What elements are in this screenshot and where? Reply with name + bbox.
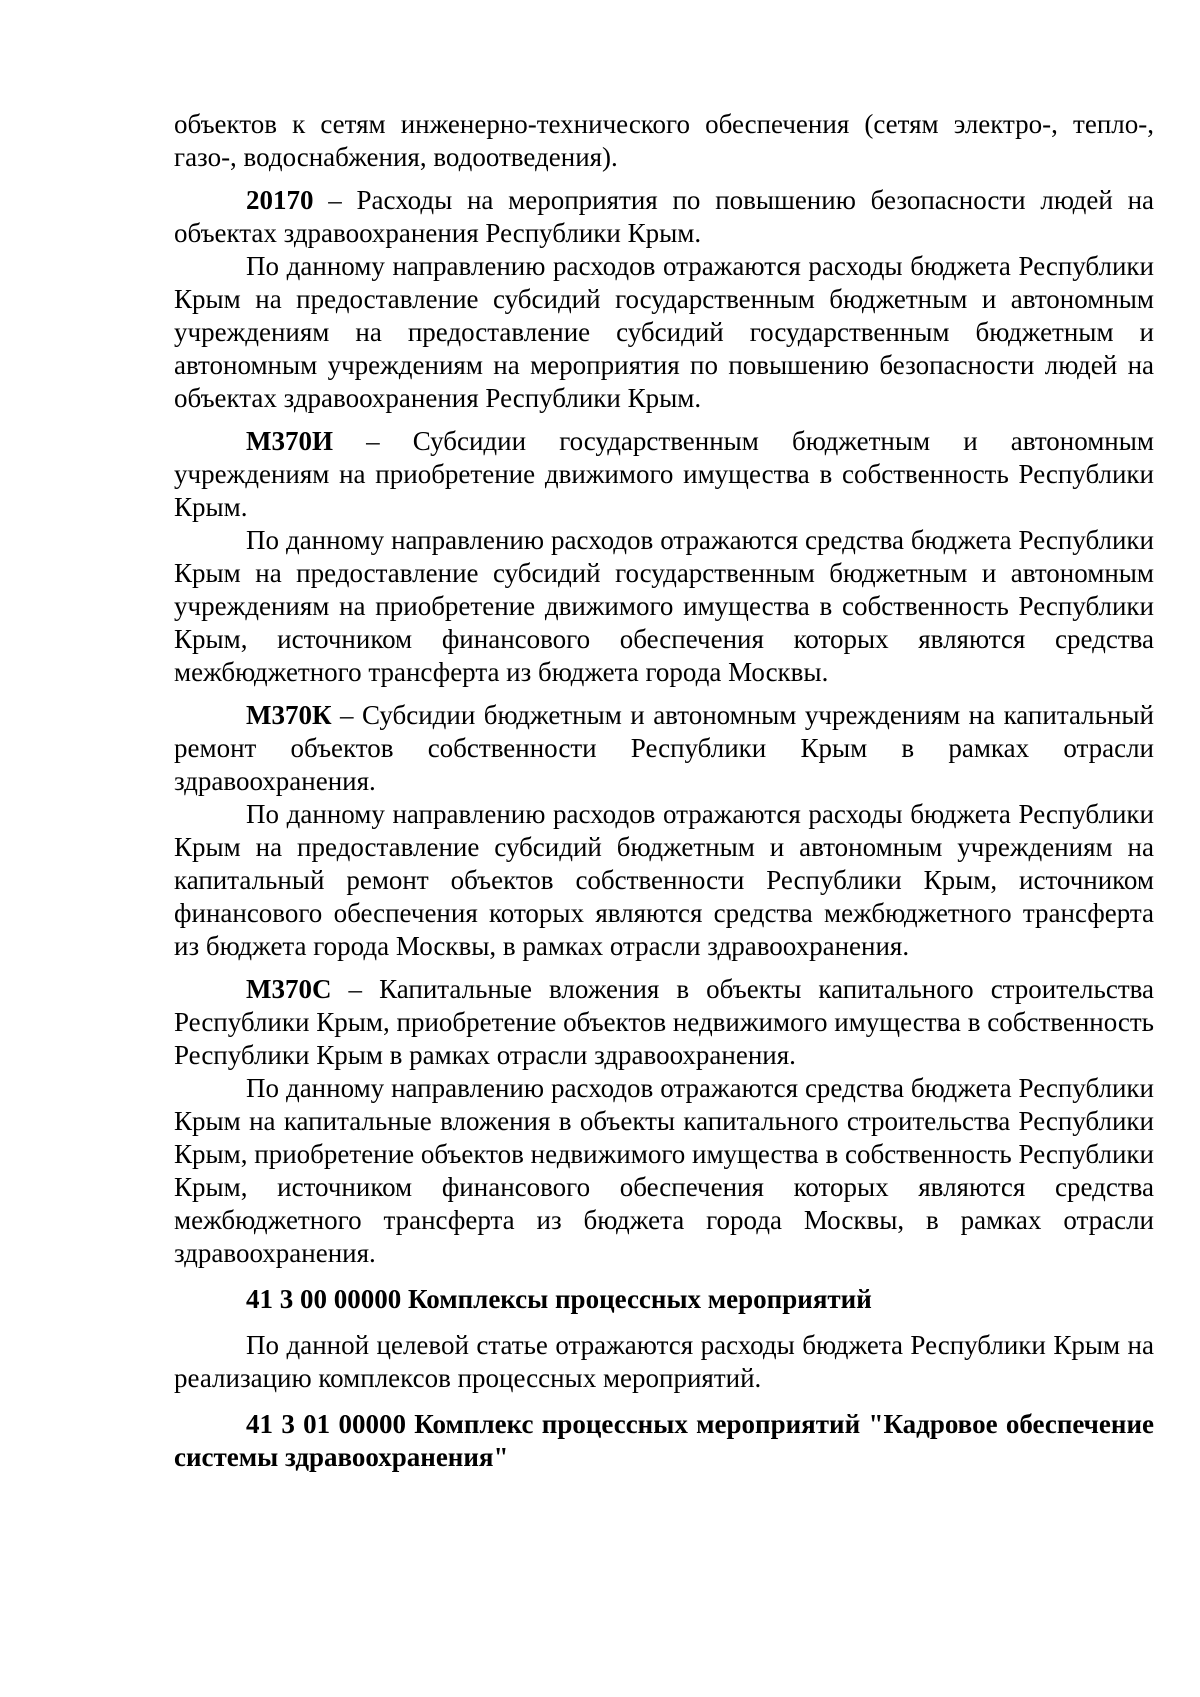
paragraph-continuation: объектов к сетям инженерно-технического обеспечения (сетям электро-, тепло-, газо-, водоснабжения, водоотведения). — [174, 109, 1154, 172]
section-heading: 41 3 01 00000 Комплекс процессных мероприятий "Кадровое обеспечение системы здравоохранения" — [174, 1409, 1154, 1472]
paragraph-description: По данному направлению расходов отражаются средства бюджета Республики Крым на предоставление субсидий государственным бюджетным и автономным учреждениям на приобретение движимого имущества в собственность Республики Крым, источником финансового обеспечения которых являются средства межбюджетного трансферта из бюджета города Москвы. — [174, 525, 1154, 687]
document-page — [174, 108, 1154, 1474]
budget-code: М370И — [246, 426, 333, 456]
budget-code: М370К — [246, 700, 332, 730]
paragraph-text: – Расходы на мероприятия по повышению безопасности людей на объектах здравоохранения Республики Крым. — [174, 185, 1154, 248]
budget-code: М370С — [246, 974, 332, 1004]
paragraph-description: По данному направлению расходов отражаются средства бюджета Республики Крым на капитальные вложения в объекты капитального строительства Республики Крым, приобретение объектов недвижимого имущества в собственность Республики Крым, источником финансового обеспечения которых являются средства межбюджетного трансферта из бюджета города Москвы, в рамках отрасли здравоохранения. — [174, 1073, 1154, 1268]
paragraph-code-m370k — [174, 699, 1154, 798]
paragraph-text: – Капитальные вложения в объекты капитального строительства Республики Крым, приобретение объектов недвижимого имущества в собственность Республики Крым в рамках отрасли здравоохранения. — [174, 974, 1154, 1070]
paragraph-description: По данному направлению расходов отражаются расходы бюджета Республики Крым на предоставление субсидий бюджетным и автономным учреждениям на капитальный ремонт объектов собственности Республики Крым, источником финансового обеспечения которых являются средства межбюджетного трансферта из бюджета города Москвы, в рамках отрасли здравоохранения. — [174, 799, 1154, 961]
paragraph-code-m370s — [174, 973, 1154, 1072]
paragraph-description: По данному направлению расходов отражаются расходы бюджета Республики Крым на предоставление субсидий государственным бюджетным и автономным учреждениям на предоставление субсидий государственным бюджетным и автономным учреждениям на мероприятия по повышению безопасности людей на объектах здравоохранения Республики Крым. — [174, 251, 1154, 413]
paragraph-description: По данной целевой статье отражаются расходы бюджета Республики Крым на реализацию комплексов процессных мероприятий. — [174, 1330, 1154, 1393]
section-heading: 41 3 00 00000 Комплексы процессных мероприятий — [246, 1284, 872, 1314]
paragraph-text: – Субсидии государственным бюджетным и автономным учреждениям на приобретение движимого имущества в собственность Республики Крым. — [174, 426, 1154, 522]
paragraph-code-20170 — [174, 184, 1154, 250]
paragraph-code-m370i — [174, 425, 1154, 524]
paragraph-text: – Субсидии бюджетным и автономным учреждениям на капитальный ремонт объектов собственности Республики Крым в рамках отрасли здравоохранения. — [174, 700, 1154, 796]
budget-code: 20170 — [246, 185, 314, 215]
